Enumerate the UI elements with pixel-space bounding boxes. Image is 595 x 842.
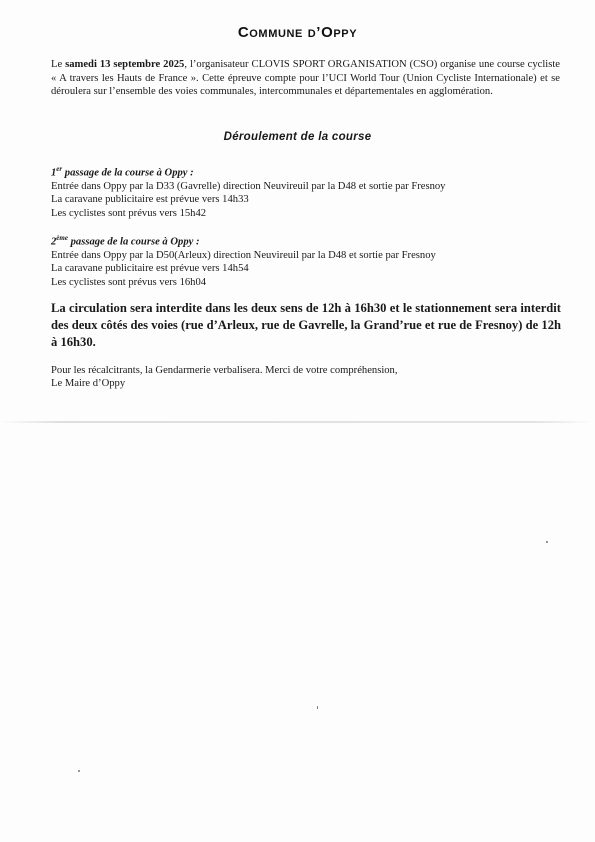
closing-line: Pour les récalcitrants, la Gendarmerie verbalisera. Merci de votre compréhension, <box>51 365 398 376</box>
closing-block <box>51 364 398 391</box>
signature-line: Le Maire d’Oppy <box>51 378 126 390</box>
page-title-name: Oppy <box>321 24 358 41</box>
passage-2 <box>51 232 436 289</box>
passage-1-cyclists-time: Les cyclistes sont prévus vers 15h42 <box>51 207 207 219</box>
passage-2-number: 2 <box>51 236 57 248</box>
intro-rest: organise une course cycliste « A travers les Hauts de France ». Cette épreuve compte pour l’UCI World Tour (Union Cycliste Internationale) et se déroulera sur l’ensemble des voies communales, intercommunales et départementales en agglomération. <box>51 59 560 98</box>
passage-1-caravan-time: La caravane publicitaire est prévue vers 14h33 <box>51 194 249 206</box>
intro-paragraph <box>51 58 560 99</box>
passage-2-cyclists-time: Les cyclistes sont prévus vers 16h04 <box>51 276 207 288</box>
passage-2-ordinal: ème <box>56 234 68 242</box>
passage-1-number: 1 <box>51 167 57 179</box>
passage-2-route: Entrée dans Oppy par la D50(Arleux) direction Neuvireuil par la D48 et sortie par Fresnoy <box>51 249 436 261</box>
intro-before-date: Le <box>51 59 66 70</box>
passage-1-route: Entrée dans Oppy par la D33 (Gavrelle) direction Neuvireuil par la D48 et sortie par Fresnoy <box>51 180 446 192</box>
passage-2-heading-text: passage de la course à Oppy : <box>67 236 200 248</box>
page-title-prefix: Commune d’ <box>237 24 322 41</box>
page-title <box>0 24 595 41</box>
intro-after-date: , l’organisateur <box>184 59 252 70</box>
passage-1 <box>51 163 445 220</box>
passage-1-heading-text: passage de la course à Oppy : <box>62 167 194 179</box>
organizer-name: CLOVIS SPORT ORGANISATION (CSO) <box>251 59 438 70</box>
scan-speck <box>78 770 80 772</box>
scan-speck <box>317 706 318 709</box>
passage-2-caravan-time: La caravane publicitaire est prévue vers 14h54 <box>51 263 249 275</box>
scan-speck <box>546 541 548 543</box>
passage-1-ordinal: er <box>56 165 63 173</box>
section-heading: Déroulement de la course <box>223 131 372 143</box>
passage-2-heading <box>51 232 436 249</box>
traffic-warning: La circulation sera interdite dans les deux sens de 12h à 16h30 et le stationnement sera interdit des deux côtés des voies (rue d’Arleux, rue de Gavrelle, la Grand’rue et rue de Fresnoy) de 12h à 16h30. <box>51 301 561 349</box>
race-date: samedi 13 septembre 2025 <box>65 59 185 70</box>
passage-1-heading <box>51 163 445 180</box>
scan-fold-line <box>0 421 595 423</box>
